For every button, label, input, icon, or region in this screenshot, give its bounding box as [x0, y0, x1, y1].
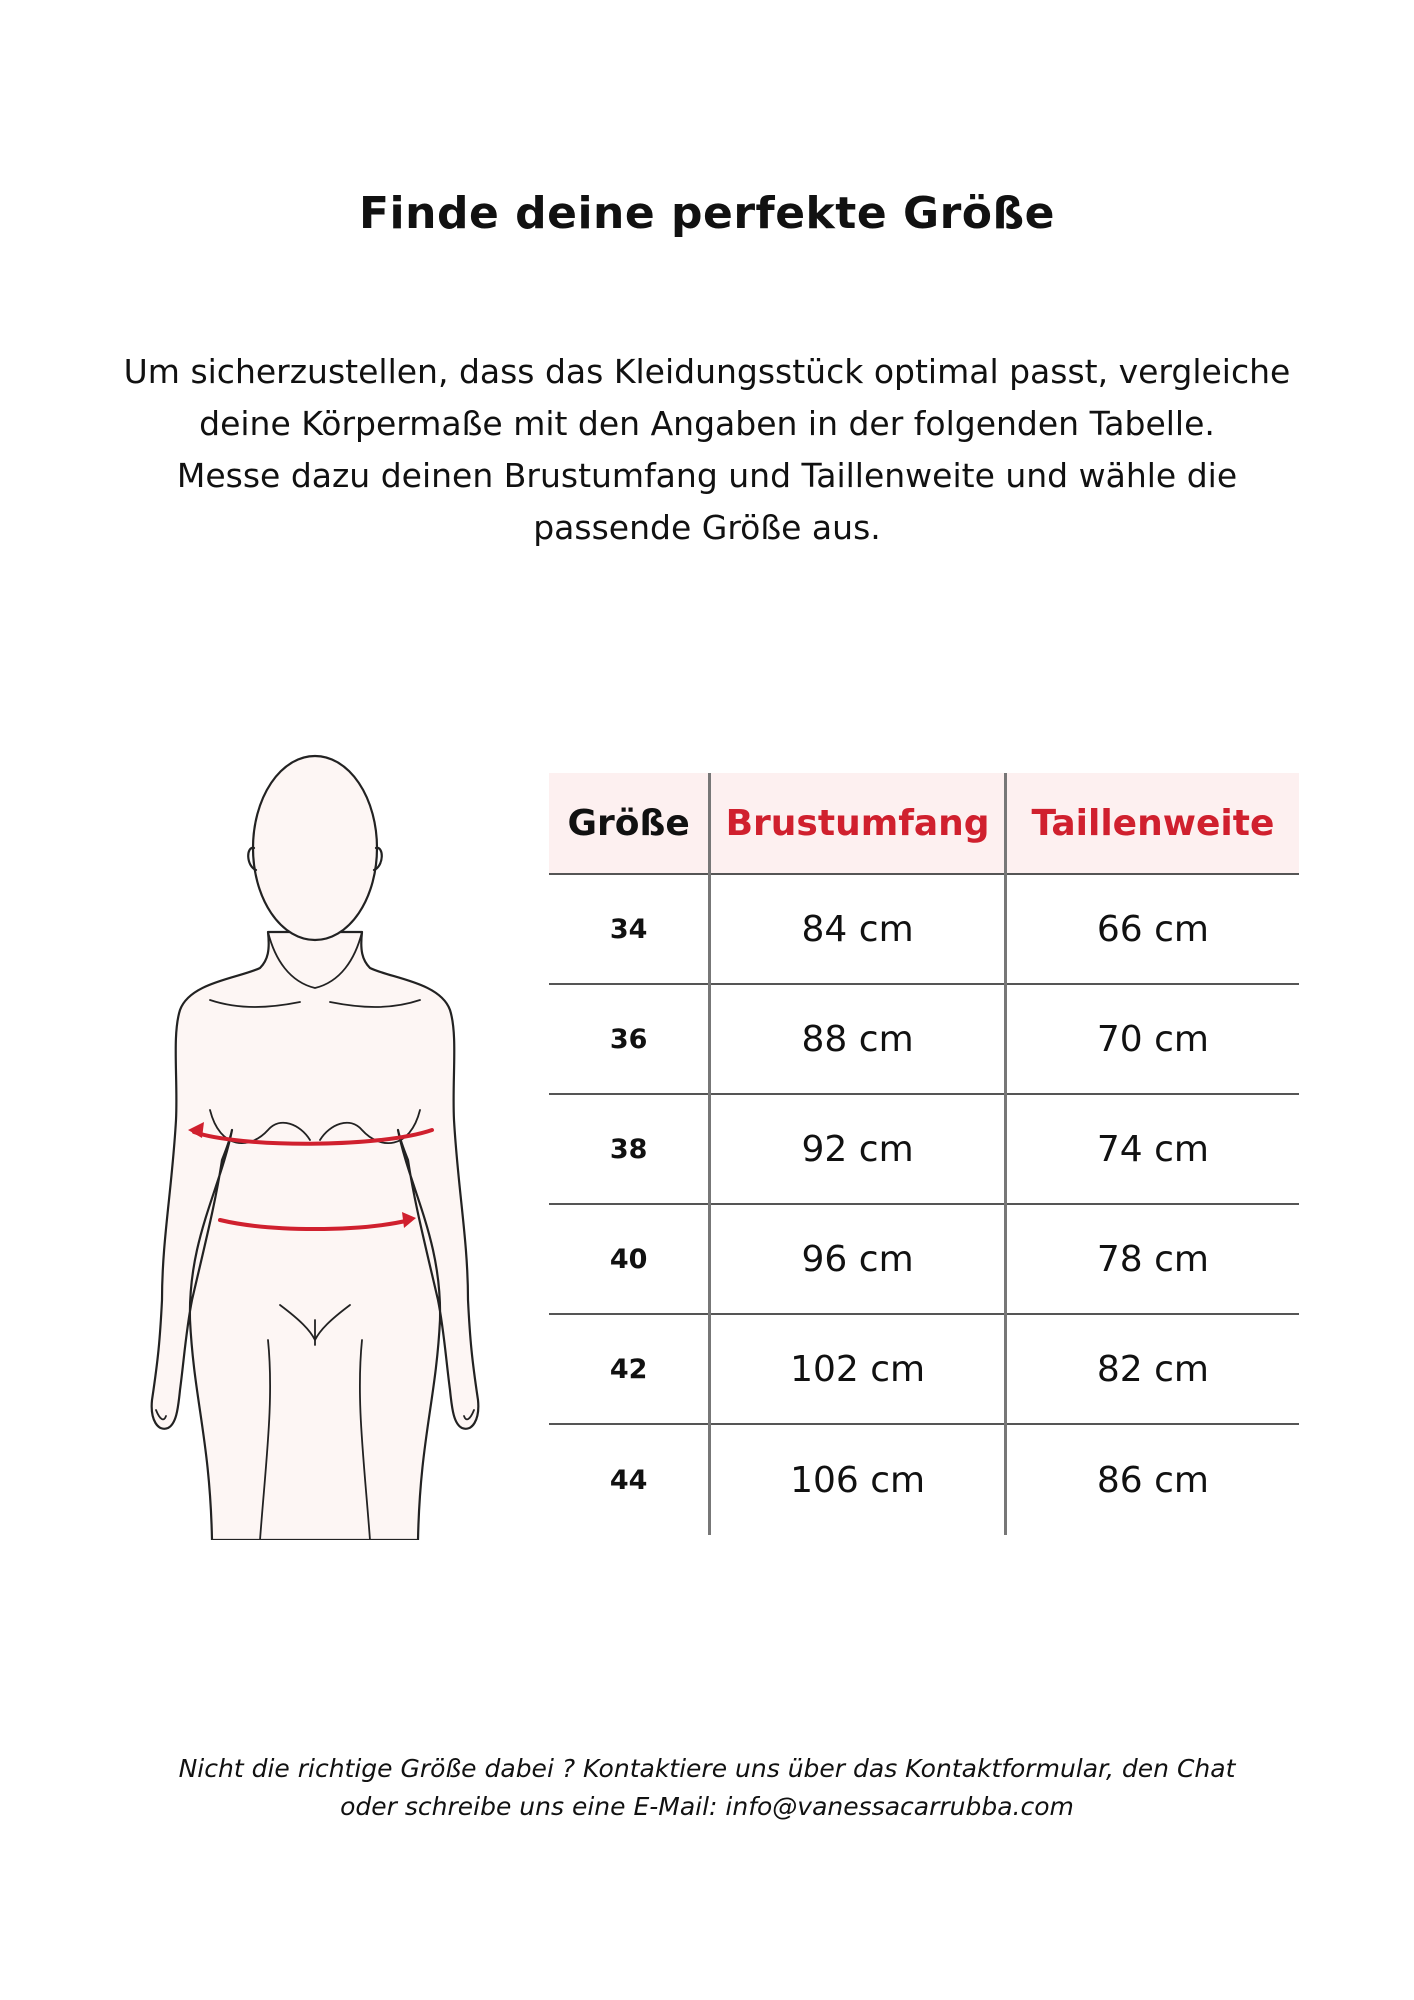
size-cell: 44: [609, 1464, 648, 1496]
table-row: [549, 984, 1299, 1094]
head-outline: [253, 756, 377, 940]
header-size: Größe: [549, 773, 710, 874]
waist-cell: 70 cm: [1005, 984, 1299, 1094]
waist-cell: 82 cm: [1005, 1314, 1299, 1424]
intro-line: passende Größe aus.: [533, 508, 881, 547]
body-outline: [152, 932, 479, 1540]
footer-line: Nicht die richtige Größe dabei ? Kontaktiere uns über das Kontaktformular, den Chat: [178, 1754, 1236, 1783]
waist-cell: 66 cm: [1005, 874, 1299, 984]
waist-cell: 74 cm: [1005, 1094, 1299, 1204]
bust-cell: 102 cm: [710, 1314, 1006, 1424]
intro-line: Messe dazu deinen Brustumfang und Taillenweite und wähle die: [176, 456, 1238, 495]
body-measurement-figure-icon: [150, 720, 480, 1540]
size-cell: 36: [549, 984, 710, 1094]
size-table: [549, 773, 1299, 1535]
bust-cell: 92 cm: [710, 1094, 1006, 1204]
footer-line: oder schreibe uns eine E-Mail: info@vanessacarrubba.com: [340, 1792, 1074, 1821]
table-row: [549, 1314, 1299, 1424]
table-row: [549, 1094, 1299, 1204]
size-cell: 42: [549, 1314, 710, 1424]
header-waist: Taillenweite: [1005, 773, 1299, 874]
page-title: Finde deine perfekte Größe: [358, 188, 1056, 239]
waist-cell: 86 cm: [1005, 1424, 1299, 1535]
table-row: [549, 1424, 1299, 1535]
intro-line: deine Körpermaße mit den Angaben in der folgenden Tabelle.: [199, 404, 1215, 443]
waist-cell: 78 cm: [1005, 1204, 1299, 1314]
footer-note: [150, 1750, 1264, 1826]
header-bust: Brustumfang: [710, 773, 1006, 874]
bust-cell: 96 cm: [710, 1204, 1006, 1314]
intro-line: Um sicherzustellen, dass das Kleidungsstück optimal passt, vergleiche: [123, 352, 1291, 391]
size-cell: 38: [549, 1094, 710, 1204]
table-header-row: [549, 773, 1299, 874]
size-cell: 40: [549, 1204, 710, 1314]
table-row: [549, 1204, 1299, 1314]
table-row: [549, 874, 1299, 984]
intro-text: [110, 346, 1304, 554]
size-cell: 34: [549, 874, 710, 984]
bust-cell: 88 cm: [710, 984, 1006, 1094]
bust-cell: 106 cm: [710, 1424, 1006, 1535]
bust-cell: 84 cm: [710, 874, 1006, 984]
